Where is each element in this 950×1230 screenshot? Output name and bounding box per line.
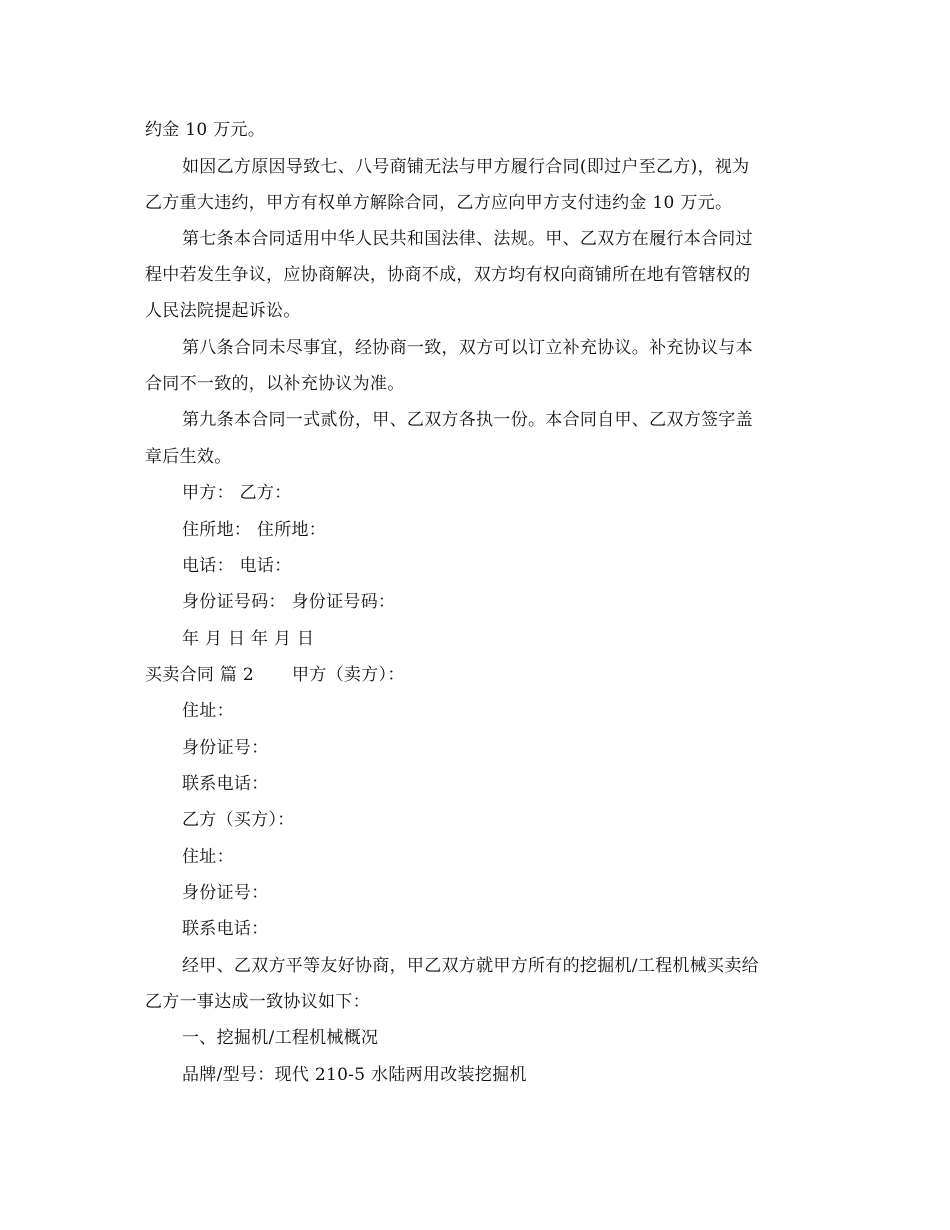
text-line: 乙方一事达成一致协议如下：	[145, 992, 370, 1012]
text-line: 第九条本合同一式贰份，甲、乙双方各执一份。本合同自甲、乙双方签字盖	[182, 410, 753, 430]
text-line: 合同不一致的，以补充协议为准。	[145, 374, 405, 394]
signature-date: 年 月 日 年 月 日	[182, 629, 315, 649]
section-heading: 买卖合同 篇 2	[145, 665, 255, 685]
text-line: 程中若发生争议，应协商解决，协商不成，双方均有权向商铺所在地有管辖权的	[145, 265, 751, 285]
seller-label: 甲方（卖方）：	[292, 665, 405, 685]
text-line: 经甲、乙双方平等友好协商，甲乙双方就甲方所有的挖掘机/工程机械买卖给	[182, 956, 759, 976]
text-line: 如因乙方原因导致七、八号商铺无法与甲方履行合同(即过户至乙方)，视为	[182, 157, 750, 177]
text-line: 乙方重大违约，甲方有权单方解除合同，乙方应向甲方支付违约金 10 万元。	[145, 193, 733, 213]
text-line: 品牌/型号：现代 210-5 水陆两用改装挖掘机	[182, 1065, 527, 1085]
text-line: 约金 10 万元。	[145, 120, 266, 140]
buyer-phone: 联系电话：	[182, 919, 269, 939]
section-heading-line	[145, 665, 405, 685]
seller-phone: 联系电话：	[182, 774, 269, 794]
signature-id-number: 身份证号码： 身份证号码：	[182, 592, 396, 612]
seller-address: 住址：	[182, 701, 234, 721]
text-line: 人民法院提起诉讼。	[145, 301, 301, 321]
subsection-heading: 一、挖掘机/工程机械概况	[182, 1028, 379, 1048]
text-line: 第七条本合同适用中华人民共和国法律、法规。甲、乙双方在履行本合同过	[182, 229, 753, 249]
text-line: 第八条合同未尽事宜，经协商一致，双方可以订立补充协议。补充协议与本	[182, 338, 753, 358]
buyer-id: 身份证号：	[182, 883, 269, 903]
buyer-label: 乙方（买方）：	[182, 810, 295, 830]
buyer-address: 住址：	[182, 847, 234, 867]
text-line: 章后生效。	[145, 447, 232, 467]
seller-id: 身份证号：	[182, 738, 269, 758]
signature-phone: 电话： 电话：	[182, 556, 292, 576]
signature-parties: 甲方： 乙方：	[182, 483, 292, 503]
signature-address: 住所地： 住所地：	[182, 520, 327, 540]
